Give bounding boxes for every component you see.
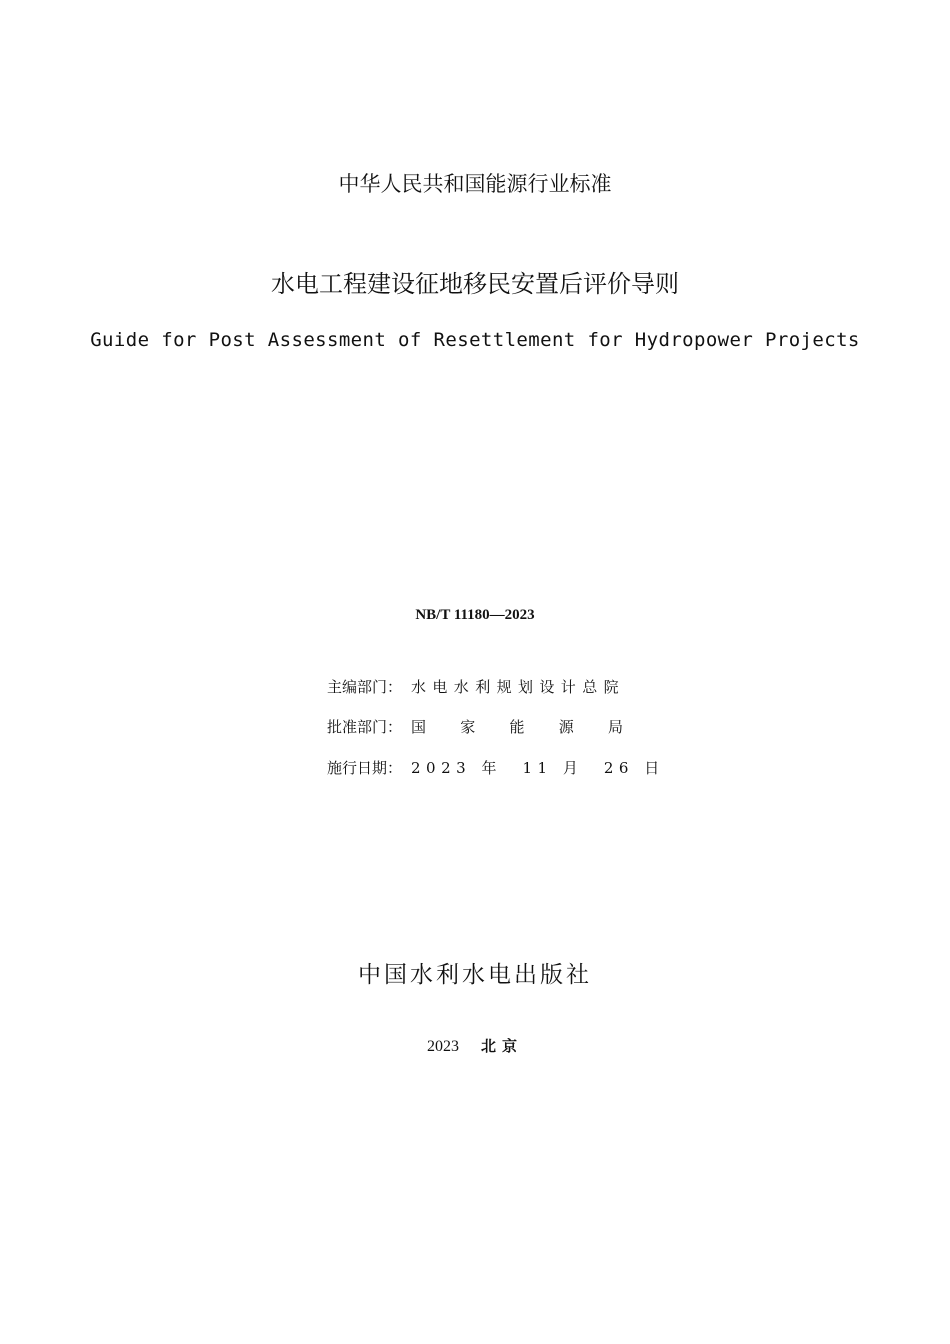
effective-date-row — [327, 757, 665, 778]
publication-city: 北京 — [480, 1037, 523, 1055]
approver-char: 家 — [460, 718, 476, 736]
standard-code: NB/T 11180—2023 — [415, 607, 535, 623]
approver-label: 批准部门： — [327, 718, 403, 736]
title-chinese: 水电工程建设征地移民安置后评价导则 — [271, 270, 679, 298]
approver-value — [411, 716, 623, 737]
editor-row — [327, 676, 625, 697]
effective-date-label: 施行日期： — [327, 759, 403, 777]
approver-char: 能 — [509, 718, 525, 736]
approver-row — [327, 716, 623, 737]
editor-label: 主编部门： — [327, 678, 403, 696]
title-english: Guide for Post Assessment of Resettlement for Hydropower Projects — [90, 329, 860, 351]
approver-char: 源 — [558, 718, 574, 736]
effective-date-value: 2023 年 11 月 26 日 — [411, 759, 665, 777]
publisher: 中国水利水电出版社 — [358, 962, 592, 988]
editor-value: 水电水利规划设计总院 — [411, 678, 626, 696]
publication-year: 2023 — [426, 1038, 459, 1055]
approver-char: 局 — [607, 718, 623, 736]
approver-char: 国 — [411, 718, 427, 736]
standard-category: 中华人民共和国能源行业标准 — [338, 172, 612, 196]
publication-place — [0, 1035, 950, 1056]
